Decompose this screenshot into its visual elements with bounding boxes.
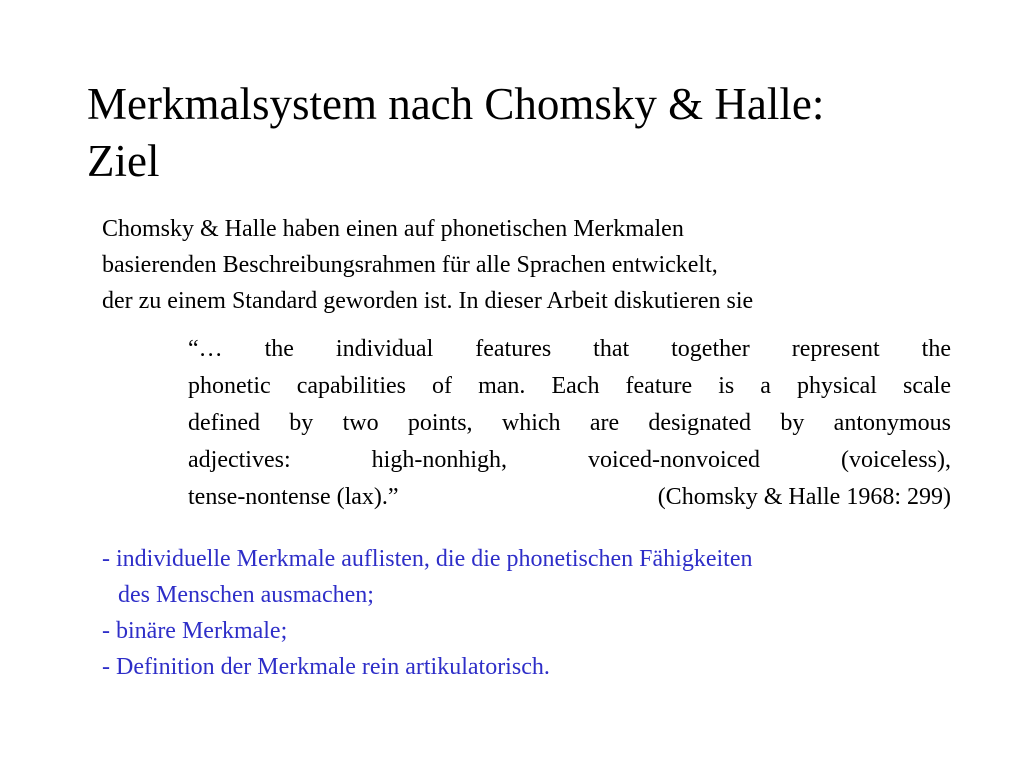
quote-last-line	[188, 479, 951, 516]
slide-title	[87, 76, 967, 190]
quote-line: defined by two points, which are designated by antonymous	[188, 410, 951, 436]
goal-list	[102, 541, 962, 685]
intro-line: basierenden Beschreibungsrahmen für alle Sprachen entwickelt,	[102, 252, 718, 278]
quote-line: adjectives: high-nonhigh, voiced-nonvoiced (voiceless),	[188, 447, 951, 473]
intro-paragraph	[102, 211, 962, 319]
slide-title-line-2: Ziel	[87, 136, 160, 186]
intro-line: Chomsky & Halle haben einen auf phonetischen Merkmalen	[102, 216, 684, 242]
list-item: - Definition der Merkmale rein artikulatorisch.	[102, 654, 550, 680]
block-quote	[188, 331, 951, 516]
quote-line: phonetic capabilities of man. Each feature is a physical scale	[188, 373, 951, 399]
intro-line: der zu einem Standard geworden ist. In dieser Arbeit diskutieren sie	[102, 288, 754, 314]
citation: (Chomsky & Halle 1968: 299)	[657, 484, 951, 510]
list-item: - individuelle Merkmale auflisten, die die phonetischen Fähigkeiten	[102, 546, 753, 572]
list-item-continuation: des Menschen ausmachen;	[118, 582, 374, 608]
quote-line: “… the individual features that together represent the	[188, 336, 951, 362]
list-item: - binäre Merkmale;	[102, 618, 288, 644]
quote-line: tense-nontense (lax).”	[188, 484, 399, 510]
slide-title-line-1: Merkmalsystem nach Chomsky & Halle:	[87, 79, 825, 129]
